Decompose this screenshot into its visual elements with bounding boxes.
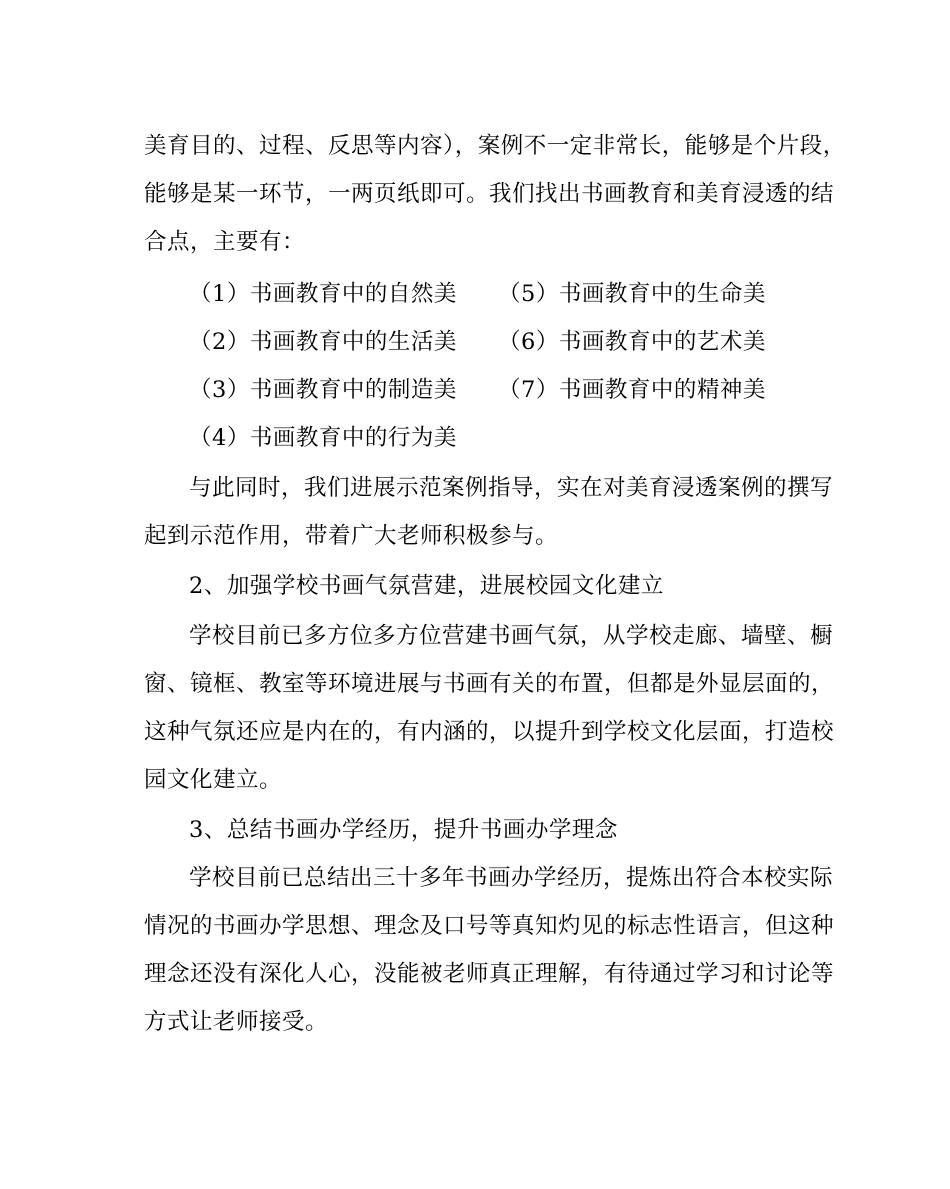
- paragraph-line: 园文化建立。: [144, 767, 283, 793]
- list-item: （2）书画教育中的生活美: [189, 329, 457, 355]
- paragraph-line: 方式让老师接受。: [144, 1009, 329, 1035]
- paragraph-line: 这种气氛还应是内在的，有内涵的，以提升到学校文化层面，打造校: [144, 719, 835, 745]
- paragraph-line: 与此同时，我们进展示范案例指导，实在对美育浸透案例的撰写: [189, 475, 834, 501]
- paragraph-line: 美育目的、过程、反思等内容），案例不一定非常长，能够是个片段，: [144, 133, 846, 159]
- section-heading: 3、总结书画办学经历，提升书画办学理念: [189, 817, 618, 843]
- list-item: （1）书画教育中的自然美: [189, 281, 457, 307]
- paragraph-line: 学校目前已总结出三十多年书画办学经历，提炼出符合本校实际: [189, 865, 834, 891]
- paragraph-line: 学校目前已多方位多方位营建书画气氛，从学校走廊、墙壁、橱: [189, 623, 834, 649]
- paragraph-line: 窗、镜框、教室等环境进展与书画有关的布置，但都是外显层面的，: [144, 671, 835, 697]
- section-heading: 2、加强学校书画气氛营建，进展校园文化建立: [189, 573, 664, 599]
- paragraph-line: 起到示范作用，带着广大老师积极参与。: [144, 523, 559, 549]
- list-item: （4）书画教育中的行为美: [189, 425, 457, 451]
- list-item: （5）书画教育中的生命美: [498, 281, 766, 307]
- paragraph-line: 能够是某一环节，一两页纸即可。我们找出书画教育和美育浸透的结: [144, 181, 835, 207]
- list-item: （6）书画教育中的艺术美: [498, 329, 766, 355]
- paragraph-line: 情况的书画办学思想、理念及口号等真知灼见的标志性语言，但这种: [144, 913, 835, 939]
- list-item: （7）书画教育中的精神美: [498, 377, 766, 403]
- paragraph-line: 合点，主要有：: [144, 229, 306, 255]
- paragraph-line: 理念还没有深化人心，没能被老师真正理解，有待通过学习和讨论等: [144, 961, 835, 987]
- list-item: （3）书画教育中的制造美: [189, 377, 457, 403]
